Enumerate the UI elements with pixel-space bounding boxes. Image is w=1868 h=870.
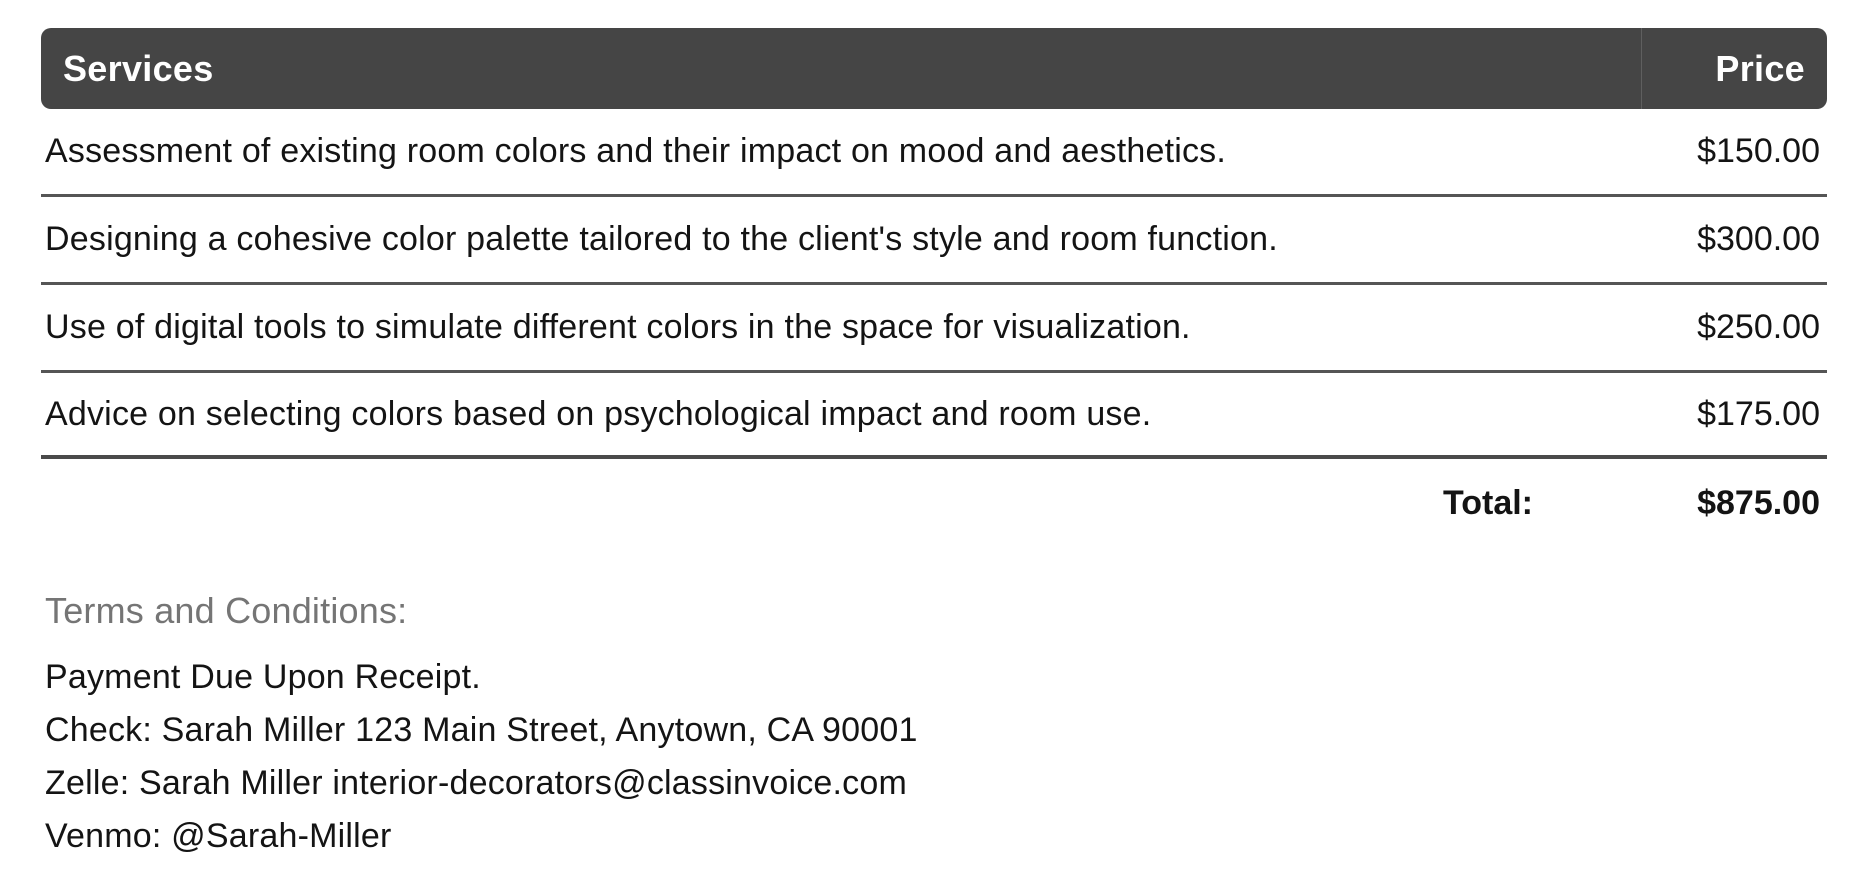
total-amount: $875.00	[1697, 483, 1820, 522]
service-price: $150.00	[1697, 132, 1820, 170]
service-price: $300.00	[1697, 220, 1820, 258]
table-row	[41, 373, 1827, 459]
total-row	[41, 459, 1827, 547]
service-price: $250.00	[1697, 308, 1820, 346]
service-price: $175.00	[1697, 394, 1820, 433]
column-header-price: Price	[1641, 28, 1827, 109]
service-description: Designing a cohesive color palette tailored to the client's style and room function.	[45, 220, 1278, 258]
terms-line-venmo: Venmo: @Sarah-Miller	[45, 817, 392, 855]
column-header-services: Services	[63, 47, 214, 89]
total-label: Total:	[1442, 483, 1533, 522]
table-row	[41, 285, 1827, 373]
table-row	[41, 197, 1827, 285]
services-table	[41, 28, 1827, 547]
terms-heading: Terms and Conditions:	[45, 590, 408, 631]
service-description: Use of digital tools to simulate different colors in the space for visualization.	[45, 308, 1191, 346]
table-row	[41, 109, 1827, 197]
service-description: Assessment of existing room colors and their impact on mood and aesthetics.	[45, 132, 1227, 170]
service-description: Advice on selecting colors based on psychological impact and room use.	[45, 394, 1152, 433]
table-header-row	[41, 28, 1827, 109]
terms-and-conditions-section	[41, 590, 1827, 863]
terms-line-payment-due: Payment Due Upon Receipt.	[45, 658, 481, 696]
terms-line-zelle: Zelle: Sarah Miller interior-decorators@classinvoice.com	[45, 764, 907, 802]
invoice-document	[41, 28, 1827, 863]
terms-line-check: Check: Sarah Miller 123 Main Street, Anytown, CA 90001	[45, 711, 918, 749]
